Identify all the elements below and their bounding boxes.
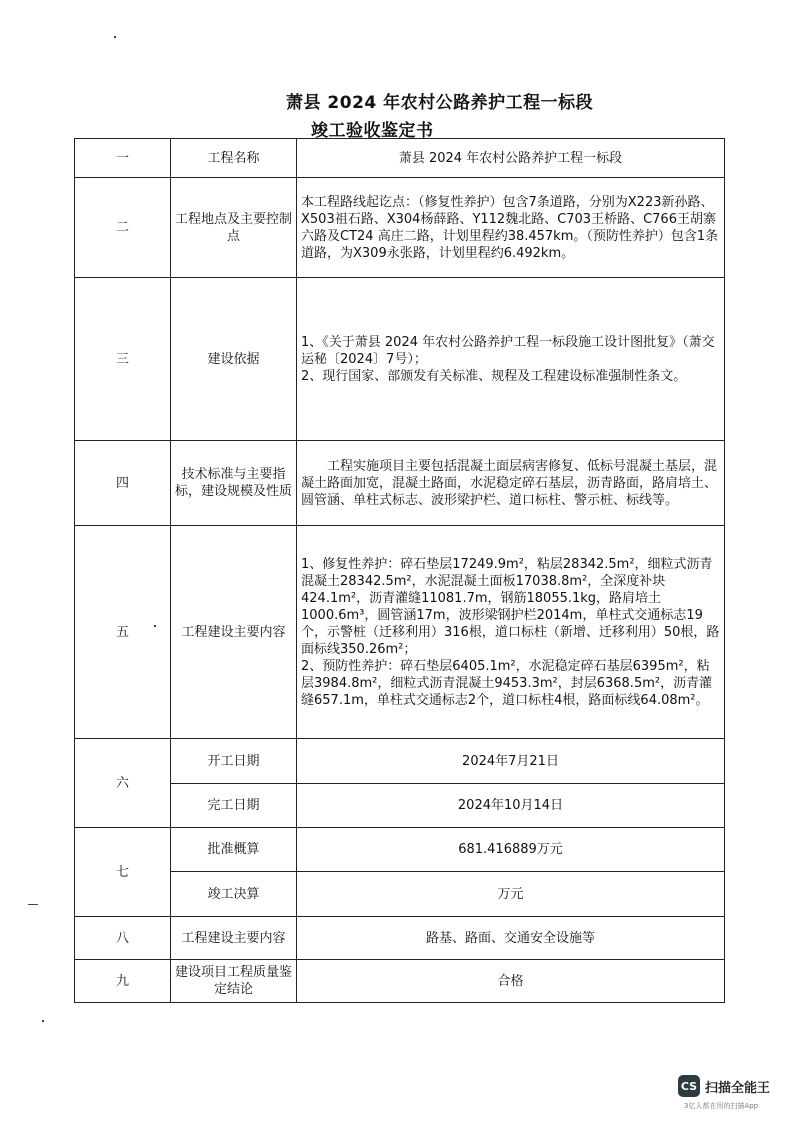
row-label: 完工日期	[171, 784, 297, 828]
row-value: 本工程路线起讫点：（修复性养护）包含7条道路，分别为X223新孙路、X503祖石路、X304杨薛路、Y112魏北路、C703王桥路、C766王胡寨六路及CT24 高庄二路，计划里程约38.457km。（预防性养护）包含1条道路，为X309永张路，计划里程约6.492km。	[297, 178, 725, 278]
row-value: 2024年10月14日	[297, 784, 725, 828]
value-paragraph: 1、《关于萧县 2024 年农村公路养护工程一标段施工设计图批复》（萧交运秘〔2024〕7号）；	[301, 334, 715, 367]
row-value: 萧县 2024 年农村公路养护工程一标段	[297, 139, 725, 178]
row-number: 七	[75, 828, 171, 917]
row-label: 工程建设主要内容	[171, 917, 297, 960]
row-label: 建设项目工程质量鉴定结论	[171, 960, 297, 1003]
value-paragraph: 2、预防性养护：碎石垫层6405.1m²，水泥稳定碎石基层6395m²，粘层3984.8m²，细粒式沥青混凝土9453.3m²，封层6368.5m²，沥青灌缝657.1m，单柱式交通标志2个，道口标柱4根，路面标线64.08m²。	[301, 658, 713, 708]
row-value: 万元	[297, 872, 725, 917]
row-label: 技术标准与主要指标，建设规模及性质	[171, 441, 297, 526]
row-label: 竣工决算	[171, 872, 297, 917]
row-label: 开工日期	[171, 739, 297, 784]
table-row	[75, 960, 725, 1003]
table-row	[75, 441, 725, 526]
row-number: 一	[75, 139, 171, 178]
table-row	[75, 872, 725, 917]
row-value	[297, 278, 725, 441]
row-value: 工程实施项目主要包括混凝土面层病害修复、低标号混凝土基层，混凝土路面加宽，混凝土路面，水泥稳定碎石基层，沥青路面，路肩培土、圆管涵、单柱式标志、波形梁护栏、道口标柱、警示桩、标线等。	[297, 441, 725, 526]
row-label: 工程名称	[171, 139, 297, 178]
row-number: 六	[75, 739, 171, 828]
row-value: 路基、路面、交通安全设施等	[297, 917, 725, 960]
row-number: 九	[75, 960, 171, 1003]
watermark-name: 扫描全能王	[705, 1080, 771, 1096]
value-paragraph: 1、修复性养护：碎石垫层17249.9m²，粘层28342.5m²，细粒式沥青混凝土28342.5m²，水泥混凝土面板17038.8m²，全深度补块424.1m²，沥青灌缝11081.7m，钢筋18055.1kg，路肩培土1000.6m³，圆管涵17m，波形梁钢护栏2014m，单柱式交通标志19个，示警桩（迁移利用）316根，道口标柱（新增、迁移利用）50根，路面标线350.26m²；	[301, 556, 720, 657]
table-row	[75, 178, 725, 278]
row-value: 2024年7月21日	[297, 739, 725, 784]
watermark-tagline: 3亿人都在用的扫描App	[684, 1102, 759, 1110]
row-label: 批准概算	[171, 828, 297, 872]
table-row	[75, 917, 725, 960]
row-number: 八	[75, 917, 171, 960]
scan-speck	[28, 904, 38, 905]
document-subtitle: 竣工验收鉴定书	[311, 121, 434, 141]
value-paragraph: 2、现行国家、部颁发有关标准、规程及工程建设标准强制性条文。	[301, 368, 687, 384]
scan-speck	[42, 1020, 44, 1022]
row-number: 三	[75, 278, 171, 441]
row-number: 五	[75, 526, 171, 739]
document-title: 萧县 2024 年农村公路养护工程一标段	[286, 93, 594, 113]
table-row	[75, 828, 725, 872]
camscanner-icon: CS	[678, 1075, 700, 1097]
table-row	[75, 739, 725, 784]
acceptance-table	[74, 138, 725, 1003]
row-label: 建设依据	[171, 278, 297, 441]
row-number: 二	[75, 178, 171, 278]
table-row	[75, 278, 725, 441]
row-value: 681.416889万元	[297, 828, 725, 872]
row-label: 工程建设主要内容	[171, 526, 297, 739]
table-row	[75, 139, 725, 178]
scan-speck	[114, 36, 116, 38]
scanner-watermark	[678, 1075, 770, 1097]
row-value: 合格	[297, 960, 725, 1003]
row-number: 四	[75, 441, 171, 526]
row-label: 工程地点及主要控制点	[171, 178, 297, 278]
table-row	[75, 784, 725, 828]
scan-speck	[154, 625, 156, 627]
table-row	[75, 526, 725, 739]
row-value	[297, 526, 725, 739]
